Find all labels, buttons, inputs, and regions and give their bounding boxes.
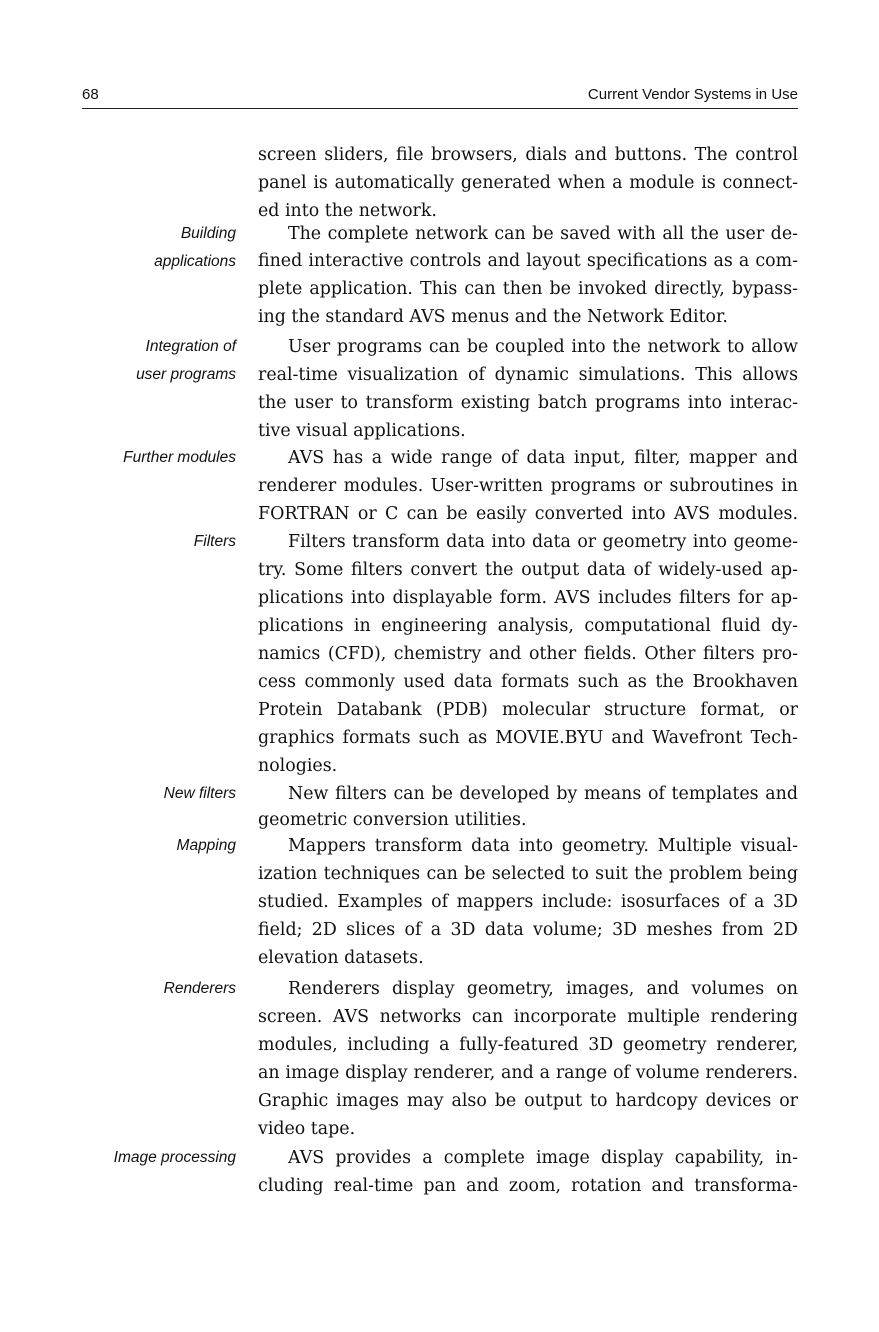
body-line: AVS provides a complete image display capability, in- bbox=[288, 1148, 798, 1168]
margin-note-mapping bbox=[36, 832, 236, 860]
body-line: plications into displayable form. AVS includes filters for ap- bbox=[258, 588, 798, 608]
body-line: ing the standard AVS menus and the Network Editor. bbox=[258, 307, 728, 327]
margin-note-line: Building bbox=[180, 225, 236, 242]
body-line: Filters transform data into data or geometry into geome- bbox=[288, 532, 798, 552]
margin-note-line: Image processing bbox=[113, 1149, 236, 1166]
body-line: studied. Examples of mappers include: isosurfaces of a 3D bbox=[258, 892, 798, 912]
body-line: plete application. This can then be invoked directly, bypass- bbox=[258, 279, 798, 299]
body-line: an image display renderer, and a range of volume renderers. bbox=[258, 1063, 798, 1083]
body-line: FORTRAN or C can be easily converted into AVS modules. bbox=[258, 504, 798, 524]
page-header bbox=[82, 86, 798, 109]
body-line: New filters can be developed by means of templates and bbox=[288, 784, 798, 804]
body-line: field; 2D slices of a 3D data volume; 3D meshes from 2D bbox=[258, 920, 798, 940]
body-line: modules, including a fully-featured 3D geometry renderer, bbox=[258, 1035, 798, 1055]
body-line: namics (CFD), chemistry and other fields. Other filters pro- bbox=[258, 644, 798, 664]
body-line: real-time visualization of dynamic simulations. This allows bbox=[258, 365, 798, 385]
body-line: elevation datasets. bbox=[258, 948, 424, 968]
body-line: ed into the network. bbox=[258, 201, 437, 221]
margin-note-further-modules bbox=[36, 444, 236, 472]
body-line: geometric conversion utilities. bbox=[258, 810, 527, 830]
body-line: panel is automatically generated when a module is connect- bbox=[258, 173, 798, 193]
page-number: 68 bbox=[82, 86, 99, 103]
margin-note-line: Filters bbox=[193, 533, 236, 550]
body-line: nologies. bbox=[258, 756, 338, 776]
margin-note-filters bbox=[36, 528, 236, 556]
body-line: User programs can be coupled into the network to allow bbox=[288, 337, 798, 357]
margin-note-line: user programs bbox=[136, 366, 236, 383]
body-line: AVS has a wide range of data input, filter, mapper and bbox=[288, 448, 798, 468]
body-line: cluding real-time pan and zoom, rotation and transforma- bbox=[258, 1176, 798, 1196]
margin-note-line: Further modules bbox=[123, 449, 236, 466]
body-line: Renderers display geometry, images, and volumes on bbox=[288, 979, 798, 999]
body-line: renderer modules. User-written programs or subroutines in bbox=[258, 476, 798, 496]
margin-note-image-processing bbox=[36, 1144, 236, 1172]
body-line: Protein Databank (PDB) molecular structure format, or bbox=[258, 700, 798, 720]
body-line: tive visual applications. bbox=[258, 421, 466, 441]
margin-note-line: Renderers bbox=[163, 980, 236, 997]
body-line: cess commonly used data formats such as the Brookhaven bbox=[258, 672, 798, 692]
margin-note-line: Mapping bbox=[176, 837, 236, 854]
margin-note-building-applications bbox=[36, 220, 236, 276]
body-line: ization techniques can be selected to suit the problem being bbox=[258, 864, 798, 884]
body-line: screen sliders, file browsers, dials and buttons. The control bbox=[258, 145, 798, 165]
body-line: the user to transform existing batch programs into interac- bbox=[258, 393, 798, 413]
body-line: try. Some filters convert the output data of widely-used ap- bbox=[258, 560, 798, 580]
margin-note-line: New filters bbox=[163, 785, 236, 802]
margin-note-new-filters bbox=[36, 780, 236, 808]
body-line: Graphic images may also be output to hardcopy devices or bbox=[258, 1091, 798, 1111]
margin-note-renderers bbox=[36, 975, 236, 1003]
body-line: plications in engineering analysis, computational fluid dy- bbox=[258, 616, 798, 636]
body-line: Mappers transform data into geometry. Multiple visual- bbox=[288, 836, 798, 856]
body-line: The complete network can be saved with all the user de- bbox=[288, 224, 798, 244]
body-line: screen. AVS networks can incorporate multiple rendering bbox=[258, 1007, 798, 1027]
margin-note-integration-of-user-programs bbox=[36, 333, 236, 389]
body-line: fined interactive controls and layout specifications as a com- bbox=[258, 251, 798, 271]
body-line: graphics formats such as MOVIE.BYU and Wavefront Tech- bbox=[258, 728, 798, 748]
running-title: Current Vendor Systems in Use bbox=[587, 86, 798, 103]
margin-note-line: Integration of bbox=[145, 338, 236, 355]
margin-note-line: applications bbox=[154, 253, 236, 270]
body-line: video tape. bbox=[258, 1119, 356, 1139]
